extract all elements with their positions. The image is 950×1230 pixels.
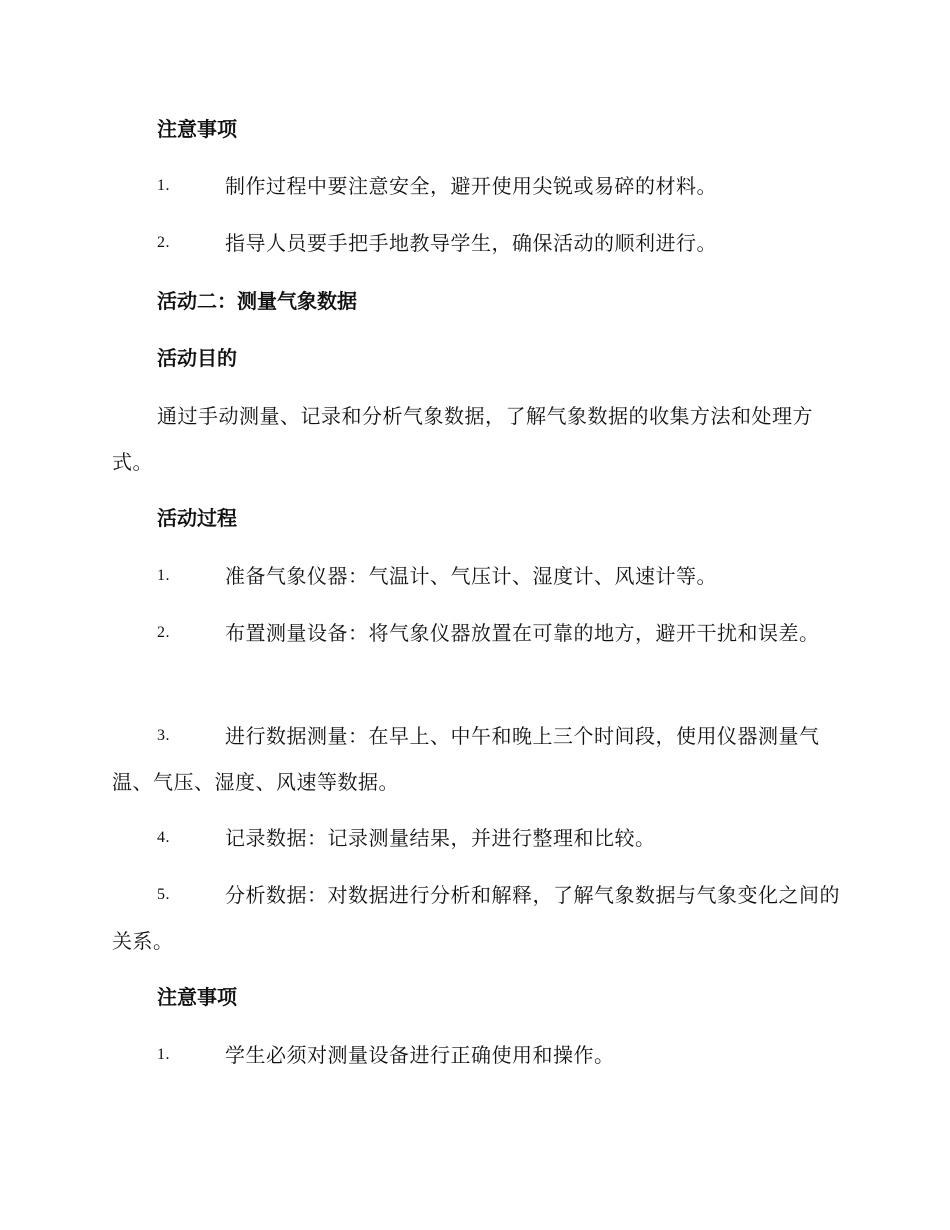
list-number: 3. bbox=[157, 727, 170, 744]
list-number: 1. bbox=[157, 567, 170, 584]
list-item bbox=[112, 1032, 842, 1078]
list-item bbox=[112, 163, 842, 209]
list-item-text: 布置测量设备：将气象仪器放置在可靠的地方，避开干扰和误差。 bbox=[225, 621, 820, 645]
list-item bbox=[112, 815, 842, 861]
list-item bbox=[112, 220, 842, 266]
section-heading-notes: 注意事项 bbox=[157, 117, 237, 141]
activity-title: 活动二：测量气象数据 bbox=[157, 289, 357, 313]
list-item bbox=[112, 713, 842, 805]
section-heading-notes: 注意事项 bbox=[157, 985, 237, 1009]
list-number: 1. bbox=[157, 177, 170, 194]
list-item bbox=[112, 872, 842, 964]
list-item-text: 分析数据：对数据进行分析和解释，了解气象数据与气象变化之间的关系。 bbox=[112, 883, 840, 953]
list-item-text: 指导人员要手把手地教导学生，确保活动的顺利进行。 bbox=[225, 231, 717, 255]
section-heading-process: 活动过程 bbox=[157, 506, 237, 530]
list-item bbox=[112, 553, 842, 599]
list-number: 2. bbox=[157, 234, 170, 251]
list-item-text: 制作过程中要注意安全，避开使用尖锐或易碎的材料。 bbox=[225, 174, 717, 198]
list-item bbox=[112, 610, 842, 656]
list-item-text: 准备气象仪器：气温计、气压计、湿度计、风速计等。 bbox=[225, 564, 717, 588]
list-number: 5. bbox=[157, 886, 170, 903]
list-item-text: 进行数据测量：在早上、中午和晚上三个时间段，使用仪器测量气温、气压、湿度、风速等数据。 bbox=[112, 724, 820, 794]
section-heading-purpose: 活动目的 bbox=[157, 346, 237, 370]
list-item-text: 记录数据：记录测量结果，并进行整理和比较。 bbox=[225, 826, 656, 850]
list-item-text: 学生必须对测量设备进行正确使用和操作。 bbox=[225, 1043, 615, 1067]
list-number: 4. bbox=[157, 829, 170, 846]
list-number: 2. bbox=[157, 624, 170, 641]
list-number: 1. bbox=[157, 1046, 170, 1063]
purpose-paragraph: 通过手动测量、记录和分析气象数据，了解气象数据的收集方法和处理方式。 bbox=[112, 404, 813, 474]
